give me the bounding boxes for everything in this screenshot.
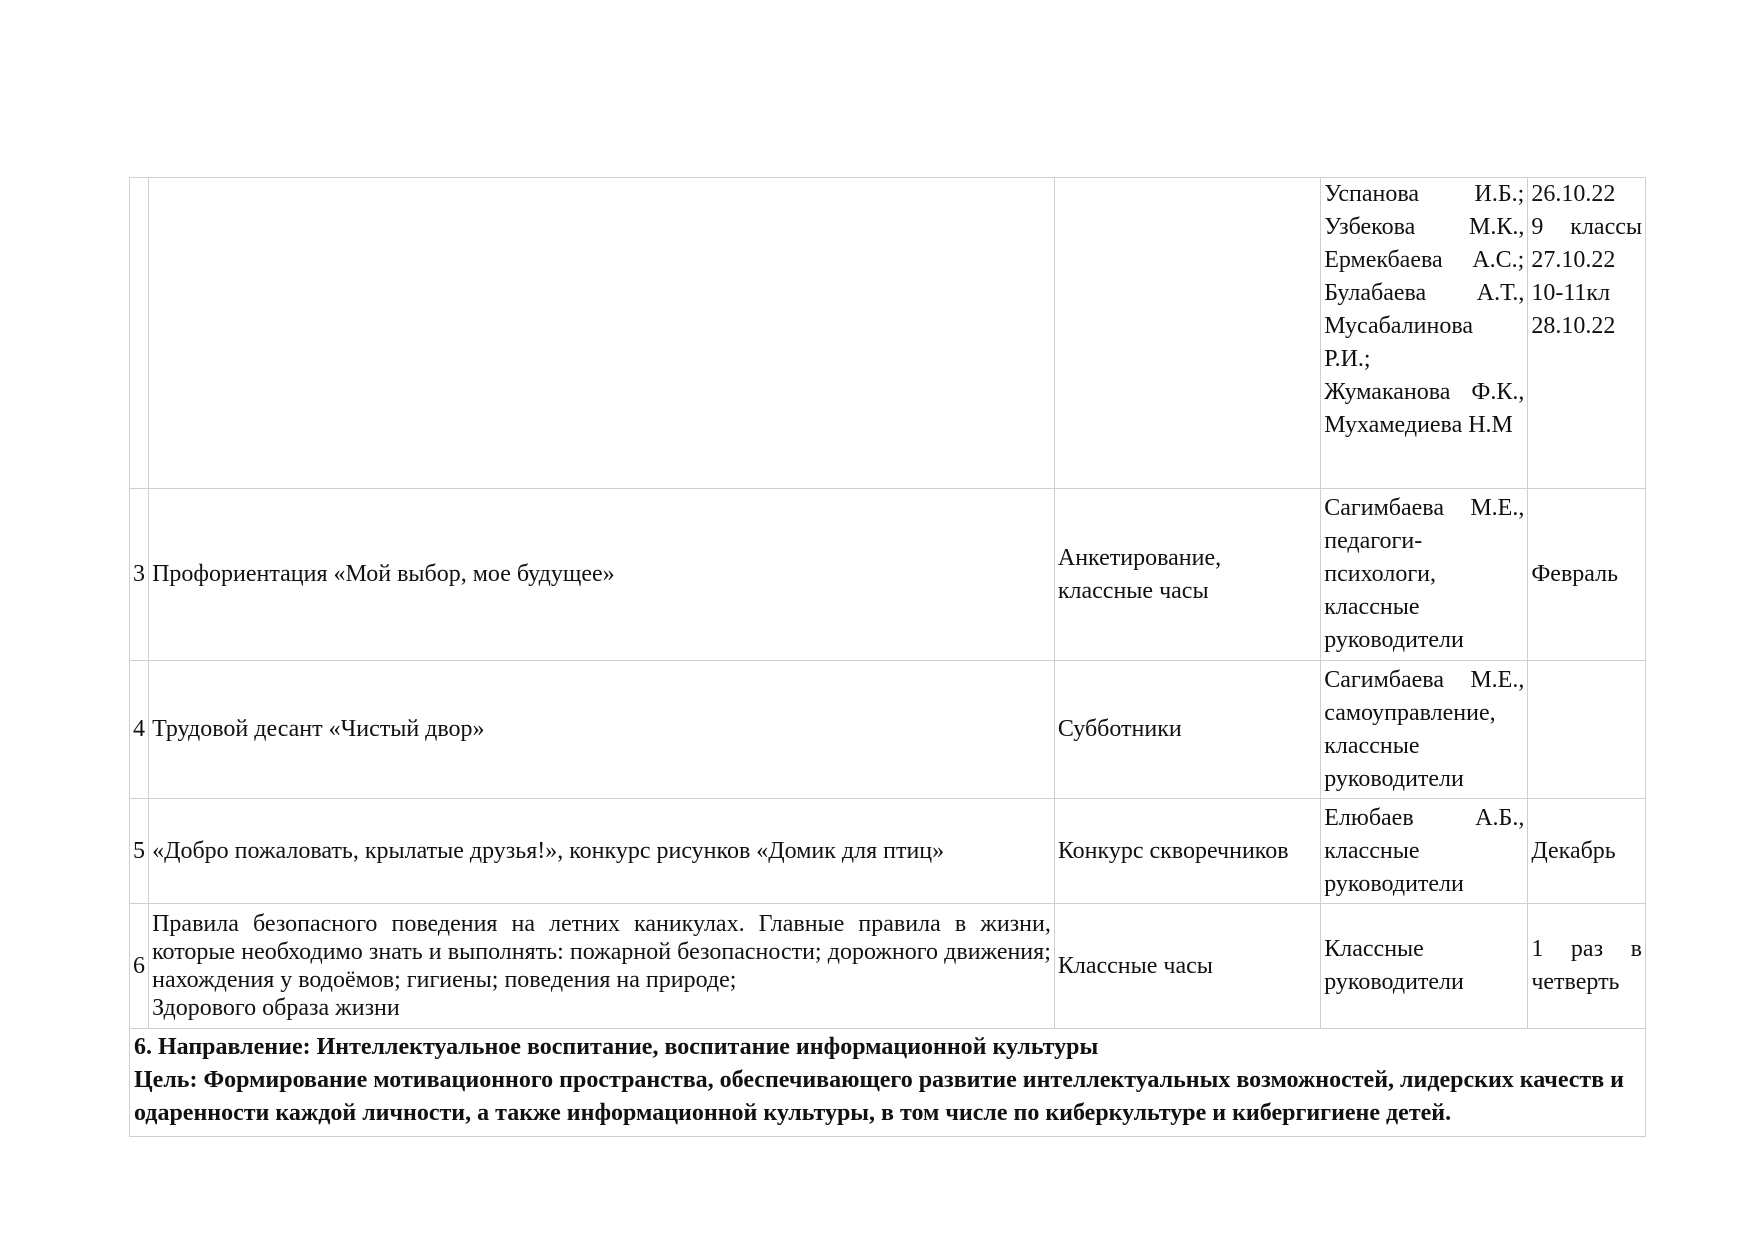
responsible-line: Узбекова М.К., xyxy=(1324,214,1525,240)
cell-form xyxy=(1054,178,1320,489)
cell-date xyxy=(1528,178,1646,489)
date-line: 9 классы xyxy=(1531,214,1642,240)
table-row xyxy=(130,489,1646,661)
cell-form: Анкетирование, классные часы xyxy=(1054,489,1320,661)
table-row xyxy=(130,661,1646,799)
cell-title xyxy=(149,178,1055,489)
section-cell xyxy=(130,1029,1646,1137)
cell-title xyxy=(149,904,1055,1029)
cell-date xyxy=(1528,661,1646,799)
cell-responsible xyxy=(1321,178,1528,489)
section-goal: Цель: Формирование мотивационного пространства, обеспечивающего развитие интеллектуальных возможностей, лидерских качеств и одаренности каждой личности, а также информационной культуры, в том числе по киберкультуре и кибергигиене детей. xyxy=(134,1067,1624,1126)
date-line: 28.10.22 xyxy=(1531,313,1616,339)
cell-responsible: Елюбаев А.Б., классные руководители xyxy=(1321,799,1528,904)
responsible-line: Ермекбаева А.С.; xyxy=(1324,247,1525,273)
responsible-line: Мухамедиева Н.М xyxy=(1324,412,1513,438)
cell-title-extra: Здорового образа жизни xyxy=(152,995,400,1021)
cell-form: Конкурс скворечников xyxy=(1054,799,1320,904)
cell-num: 3 xyxy=(130,489,149,661)
plan-table xyxy=(129,177,1646,1137)
cell-num: 5 xyxy=(130,799,149,904)
cell-num xyxy=(130,178,149,489)
cell-responsible: Сагимбаева М.Е., самоуправление, классные руководители xyxy=(1321,661,1528,799)
date-line: 26.10.22 xyxy=(1531,181,1616,207)
table-row-continuation xyxy=(130,178,1646,489)
cell-num: 6 xyxy=(130,904,149,1029)
date-line: 27.10.22 xyxy=(1531,247,1616,273)
responsible-line: Р.И.; xyxy=(1324,346,1371,372)
responsible-line: Мусабалинова xyxy=(1324,313,1473,339)
cell-title: Трудовой десант «Чистый двор» xyxy=(149,661,1055,799)
cell-num: 4 xyxy=(130,661,149,799)
section-heading: 6. Направление: Интеллектуальное воспитание, воспитание информационной культуры xyxy=(134,1034,1099,1060)
cell-date: Февраль xyxy=(1528,489,1646,661)
cell-form: Классные часы xyxy=(1054,904,1320,1029)
responsible-line: Успанова И.Б.; xyxy=(1324,181,1525,207)
section-row xyxy=(130,1029,1646,1137)
cell-responsible: Сагимбаева М.Е., педагоги-психологи, классные руководители xyxy=(1321,489,1528,661)
cell-responsible: Классные руководители xyxy=(1321,904,1528,1029)
cell-date: 1 раз в четверть xyxy=(1528,904,1646,1029)
responsible-line: Жумаканова Ф.К., xyxy=(1324,379,1525,405)
date-line: 10-11кл xyxy=(1531,280,1611,306)
cell-title-text: Правила безопасного поведения на летних каникулах. Главные правила в жизни, которые необходимо знать и выполнять: пожарной безопасности; дорожного движения; нахождения у водоёмов; гигиены; поведения на природе; xyxy=(152,911,1051,993)
responsible-line: Булабаева А.Т., xyxy=(1324,280,1525,306)
cell-date: Декабрь xyxy=(1528,799,1646,904)
table-row xyxy=(130,799,1646,904)
cell-form: Субботники xyxy=(1054,661,1320,799)
cell-title: «Добро пожаловать, крылатые друзья!», конкурс рисунков «Домик для птиц» xyxy=(149,799,1055,904)
table-row xyxy=(130,904,1646,1029)
cell-title: Профориентация «Мой выбор, мое будущее» xyxy=(149,489,1055,661)
